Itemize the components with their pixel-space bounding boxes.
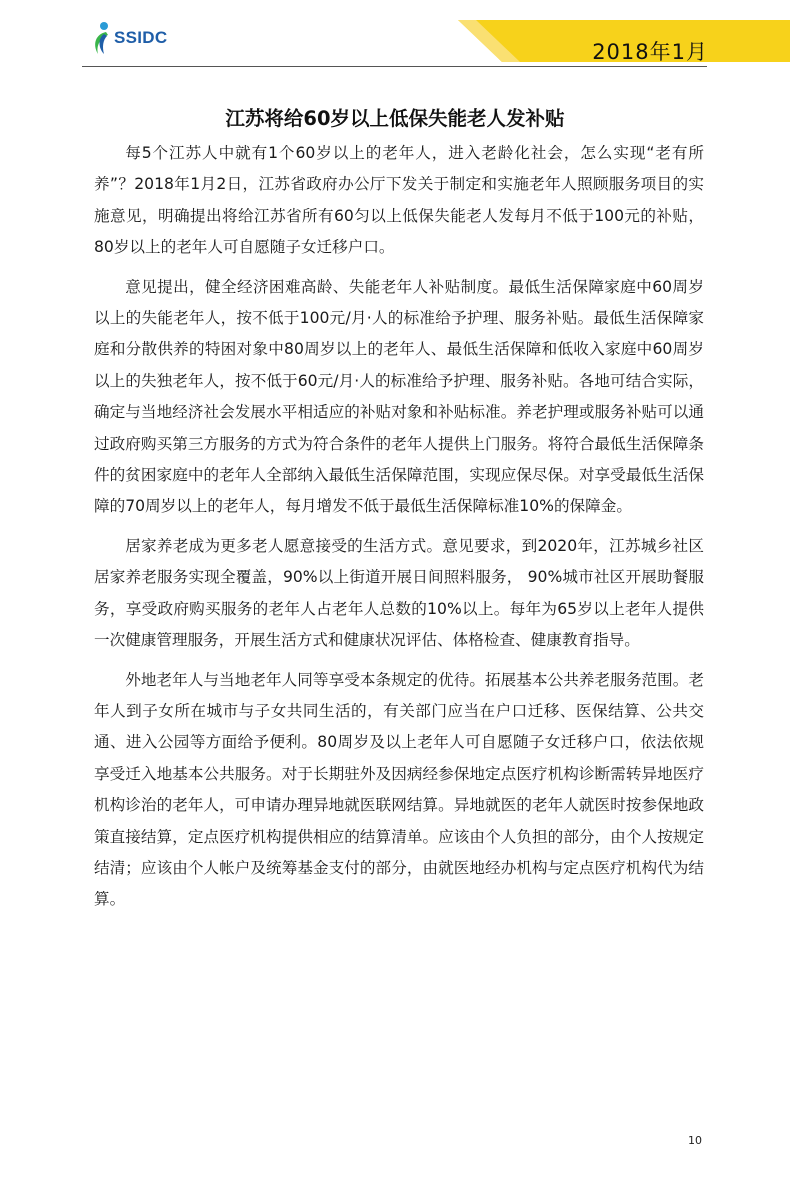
paragraph-2: 意见提出，健全经济困难高龄、失能老年人补贴制度。最低生活保障家庭中60周岁以上的失能老年人，按不低于100元/月·人的标准给予护理、服务补贴。最低生活保障家庭和分散供养的特困对象中80周岁以上的老年人、最低生活保障和低收入家庭中60周岁以上的失独老年人，按不低于60元/月·人的标准给予护理、服务补贴。各地可结合实际，确定与当地经济社会发展水平相适应的补贴对象和补贴标准。养老护理或服务补贴可以通过政府购买第三方服务的方式为符合条件的老年人提供上门服务。将符合最低生活保障条件的贫困家庭中的老年人全部纳入最低生活保障范围，实现应保尽保。对享受最低生活保障的70周岁以上的老年人，每月增发不低于最低生活保障标准10%的保障金。 xyxy=(94,277,704,516)
paragraph-4: 外地老年人与当地老年人同等享受本条规定的优待。拓展基本公共养老服务范围。老年人到子女所在城市与子女共同生活的，有关部门应当在户口迁移、医保结算、公共交通、进入公园等方面给予便利。80周岁及以上老年人可自愿随子女迁移户口，依法依规享受迁入地基本公共服务。对于长期驻外及因病经参保地定点医疗机构诊断需转异地医疗机构诊治的老年人，可申请办理异地就医联网结算。异地就医的老年人就医时按参保地政策直接结算，定点医疗机构提供相应的结算清单。应该由个人负担的部分，由个人按规定结清；应该由个人帐户及统筹基金支付的部分，由就医地经办机构与定点医疗机构代为结算。 xyxy=(94,670,704,909)
page-number: 10 xyxy=(688,1134,702,1147)
article-body xyxy=(94,138,704,924)
header-divider xyxy=(82,66,707,67)
logo-text: SSIDC xyxy=(114,28,168,47)
person-swoosh-icon xyxy=(92,20,116,58)
article-title: 江苏将给60岁以上低保失能老人发补贴 xyxy=(225,107,565,131)
ssidc-logo xyxy=(92,20,182,60)
paragraph-3: 居家养老成为更多老人愿意接受的生活方式。意见要求，到2020年，江苏城乡社区居家养老服务实现全覆盖，90%以上街道开展日间照料服务， 90%城市社区开展助餐服务，享受政府购买服务的老年人占老年人总数的10%以上。每年为65岁以上老年人提供一次健康管理服务，开展生活方式和健康状况评估、体格检查、健康教育指导。 xyxy=(94,536,704,650)
paragraph-1: 每5个江苏人中就有1个60岁以上的老年人，进入老龄化社会，怎么实现“老有所养”？2018年1月2日，江苏省政府办公厅下发关于制定和实施老年人照顾服务项目的实施意见，明确提出将给江苏省所有60匀以上低保失能老人发每月不低于100元的补贴，80岁以上的老年人可自愿随子女迁移户口。 xyxy=(94,144,704,257)
page-header xyxy=(0,0,790,70)
header-date: 2018年1月 xyxy=(592,40,708,64)
